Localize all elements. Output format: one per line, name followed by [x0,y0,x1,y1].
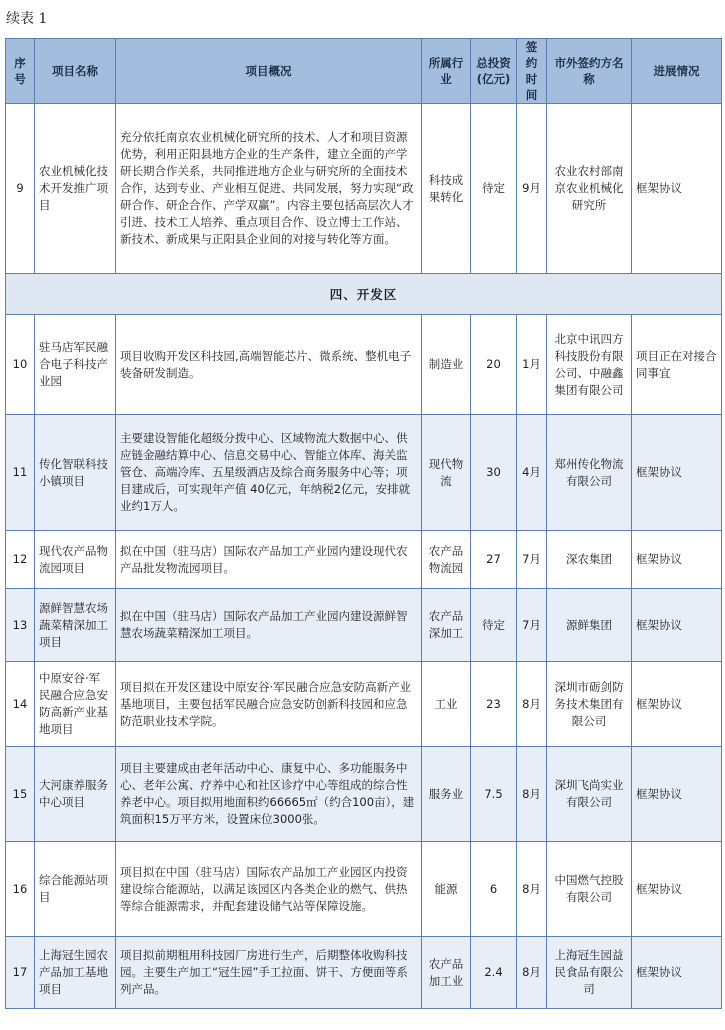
progress-status: 框架协议 [632,662,722,747]
project-name: 源鲜智慧农场蔬菜精深加工项目 [35,589,116,662]
partner-name: 北京中讯四方科技股份有限公司、中融鑫集团有限公司 [547,315,632,415]
project-name: 现代农产品物流园项目 [35,531,116,589]
partner-name: 中国燃气控股有限公司 [547,842,632,937]
header-investment: 总投资(亿元) [471,39,517,104]
project-name: 传化智联科技小镇项目 [35,415,116,531]
table-row [6,937,722,1009]
sign-month: 8月 [517,842,547,937]
sign-month: 4月 [517,415,547,531]
investment: 27 [471,531,517,589]
project-description: 拟在中国（驻马店）国际农产品加工产业园内建设现代农产品批发物流园项目。 [116,531,422,589]
project-description: 项目主要建成由老年活动中心、康复中心、多功能服务中心、老年公寓、疗养中心和社区诊疗中心等组成的综合性养老中心。项目拟用地面积约66665㎡（约合100亩），建筑面积15万平方米，设置床位3000张。 [116,747,422,842]
project-description: 充分依托南京农业机械化研究所的技术、人才和项目资源优势，利用正阳县地方企业的生产条件，建立全面的产学研长期合作关系，共同推进地方企业与研究所的全面技术合作，达到专业、产业相互促进、共同发展，努力实现“政研合作、研企合作、产学双赢”。内容主要包括高层次人才引进、技术工人培养、重点项目合作、设立博士工作站、新技术、新成果与正阳县企业间的对接与转化等方面。 [116,104,422,274]
row-index: 17 [6,937,35,1009]
row-index: 16 [6,842,35,937]
row-index: 10 [6,315,35,415]
sign-month: 8月 [517,662,547,747]
table-row [6,104,722,274]
row-index: 15 [6,747,35,842]
partner-name: 深农集团 [547,531,632,589]
header-month: 签约时间 [517,39,547,104]
table-row [6,315,722,415]
industry: 农产品物流园 [422,531,471,589]
investment: 6 [471,842,517,937]
sign-month: 1月 [517,315,547,415]
project-name: 驻马店军民融合电子科技产业园 [35,315,116,415]
sign-month: 7月 [517,589,547,662]
table-row [6,415,722,531]
row-index: 13 [6,589,35,662]
industry: 农产品深加工 [422,589,471,662]
project-description: 项目拟前期租用科技园厂房进行生产，后期整体收购科技园。主要生产加工“冠生园”手工拉面、饼干、方便面等系列产品。 [116,937,422,1009]
partner-name: 深圳市砺剑防务技术集团有限公司 [547,662,632,747]
project-name: 大河康养服务中心项目 [35,747,116,842]
table-row [6,842,722,937]
investment: 23 [471,662,517,747]
investment: 7.5 [471,747,517,842]
project-name: 中原安谷·军民融合应急安防高新产业基地项目 [35,662,116,747]
table-caption: 续表 1 [6,11,48,27]
project-description: 项目拟在开发区建设中原安谷·军民融合应急安防高新产业基地项目，主要包括军民融合应急安防创新科技园和应急防范职业技术学院。 [116,662,422,747]
section-heading-row [6,274,722,315]
progress-status: 框架协议 [632,842,722,937]
row-index: 14 [6,662,35,747]
investment: 待定 [471,589,517,662]
sign-month: 8月 [517,937,547,1009]
industry: 能源 [422,842,471,937]
header-progress: 进展情况 [632,39,722,104]
industry: 工业 [422,662,471,747]
progress-status: 框架协议 [632,589,722,662]
table-row [6,531,722,589]
sign-month: 9月 [517,104,547,274]
table-row [6,589,722,662]
partner-name: 郑州传化物流有限公司 [547,415,632,531]
project-name: 综合能源站项目 [35,842,116,937]
partner-name: 源鲜集团 [547,589,632,662]
project-description: 拟在中国（驻马店）国际农产品加工产业园内建设源鲜智慧农场蔬菜精深加工项目。 [116,589,422,662]
table-row [6,662,722,747]
investment: 20 [471,315,517,415]
progress-status: 框架协议 [632,937,722,1009]
row-index: 12 [6,531,35,589]
project-description: 主要建设智能化超级分拨中心、区域物流大数据中心、供应链金融结算中心、信息交易中心、智能立体库、海关监管仓、高端冷库、五星级酒店及综合商务服务中心等；项目建成后，可实现年产值 40亿元，年纳税2亿元，安排就业约1万人。 [116,415,422,531]
partner-name: 深圳飞尚实业有限公司 [547,747,632,842]
project-description: 项目拟在中国（驻马店）国际农产品加工产业园区内投资建设综合能源站，以满足该园区内各类企业的燃气、供热等综合能源需求，并配套建设储气站等保障设施。 [116,842,422,937]
header-idx: 序号 [6,39,35,104]
partner-name: 上海冠生园益民食品有限公司 [547,937,632,1009]
progress-status: 框架协议 [632,531,722,589]
investment: 待定 [471,104,517,274]
progress-status: 框架协议 [632,104,722,274]
row-index: 11 [6,415,35,531]
table-row [6,747,722,842]
progress-status: 框架协议 [632,747,722,842]
header-partner: 市外签约方名称 [547,39,632,104]
investment: 2.4 [471,937,517,1009]
header-industry: 所属行业 [422,39,471,104]
investment: 30 [471,415,517,531]
header-name: 项目名称 [35,39,116,104]
project-name: 上海冠生园农产品加工基地项目 [35,937,116,1009]
header-desc: 项目概况 [116,39,422,104]
project-name: 农业机械化技术开发推广项目 [35,104,116,274]
table-header-row [6,39,722,104]
row-index: 9 [6,104,35,274]
project-table [5,38,722,1009]
progress-status: 项目正在对接合同事宜 [632,315,722,415]
industry: 农产品加工业 [422,937,471,1009]
progress-status: 框架协议 [632,415,722,531]
section-title: 四、开发区 [6,274,722,315]
sign-month: 8月 [517,747,547,842]
sign-month: 7月 [517,531,547,589]
industry: 科技成果转化 [422,104,471,274]
project-description: 项目收购开发区科技园,高端智能芯片、微系统、整机电子装备研发制造。 [116,315,422,415]
industry: 服务业 [422,747,471,842]
industry: 制造业 [422,315,471,415]
partner-name: 农业农村部南京农业机械化研究所 [547,104,632,274]
industry: 现代物流 [422,415,471,531]
